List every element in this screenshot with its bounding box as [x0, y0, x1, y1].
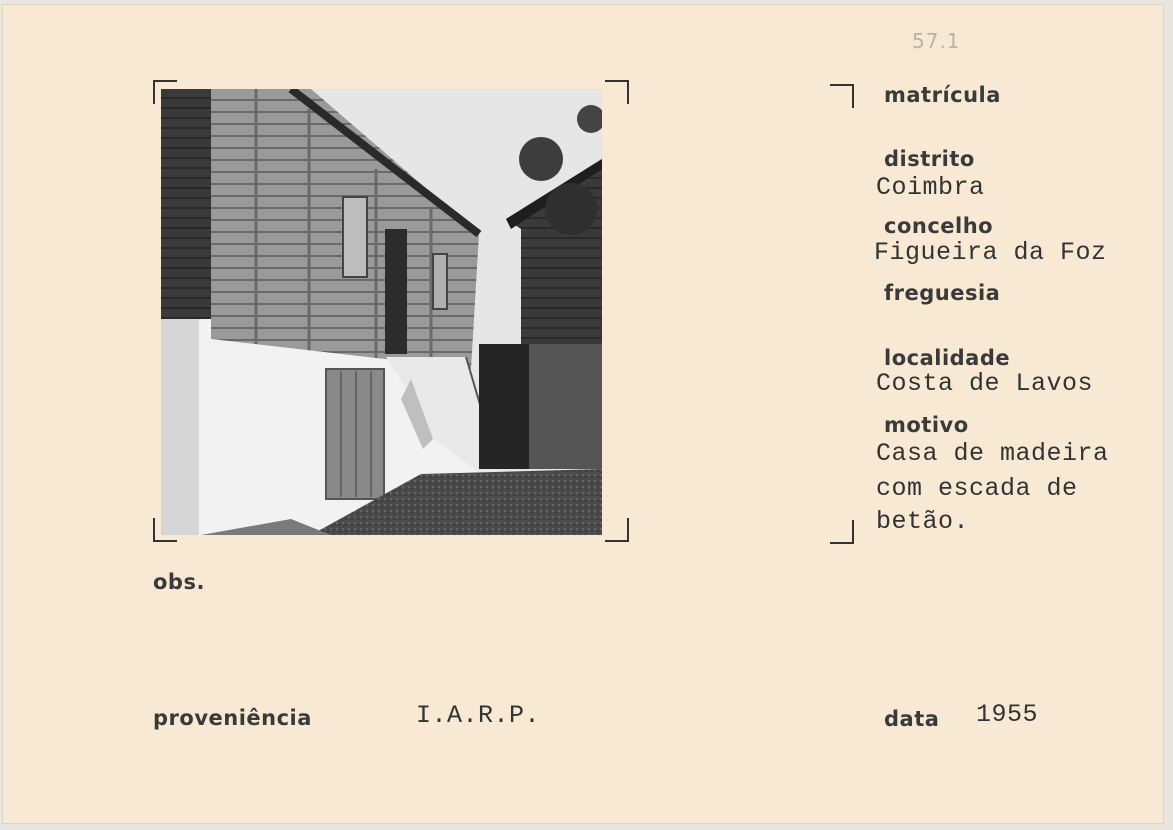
label-obs: obs.	[153, 570, 205, 594]
house-photograph	[161, 89, 602, 535]
value-proveniencia: I.A.R.P.	[416, 701, 541, 730]
label-concelho: concelho	[884, 214, 994, 238]
value-distrito: Coimbra	[876, 173, 985, 202]
value-data: 1955	[976, 700, 1039, 729]
value-motivo-line-3: betão.	[876, 507, 970, 536]
label-proveniencia: proveniência	[153, 706, 312, 730]
label-localidade: localidade	[884, 346, 1011, 370]
pencil-number: 57.1	[912, 29, 961, 53]
photograph-drawing	[161, 89, 602, 535]
label-matricula: matrícula	[884, 83, 1001, 107]
value-concelho: Figueira da Foz	[874, 238, 1107, 267]
label-distrito: distrito	[884, 147, 975, 171]
label-motivo: motivo	[884, 413, 969, 437]
photo-corner-top-right	[605, 80, 629, 104]
value-motivo-line-2: com escada de	[876, 474, 1078, 503]
value-motivo-line-1: Casa de madeira	[876, 439, 1109, 468]
text-corner-top	[830, 84, 854, 108]
label-freguesia: freguesia	[884, 281, 1001, 305]
value-localidade: Costa de Lavos	[876, 369, 1094, 398]
text-corner-bottom	[830, 520, 854, 544]
photo-corner-bottom-right	[605, 518, 629, 542]
label-data: data	[884, 707, 940, 731]
